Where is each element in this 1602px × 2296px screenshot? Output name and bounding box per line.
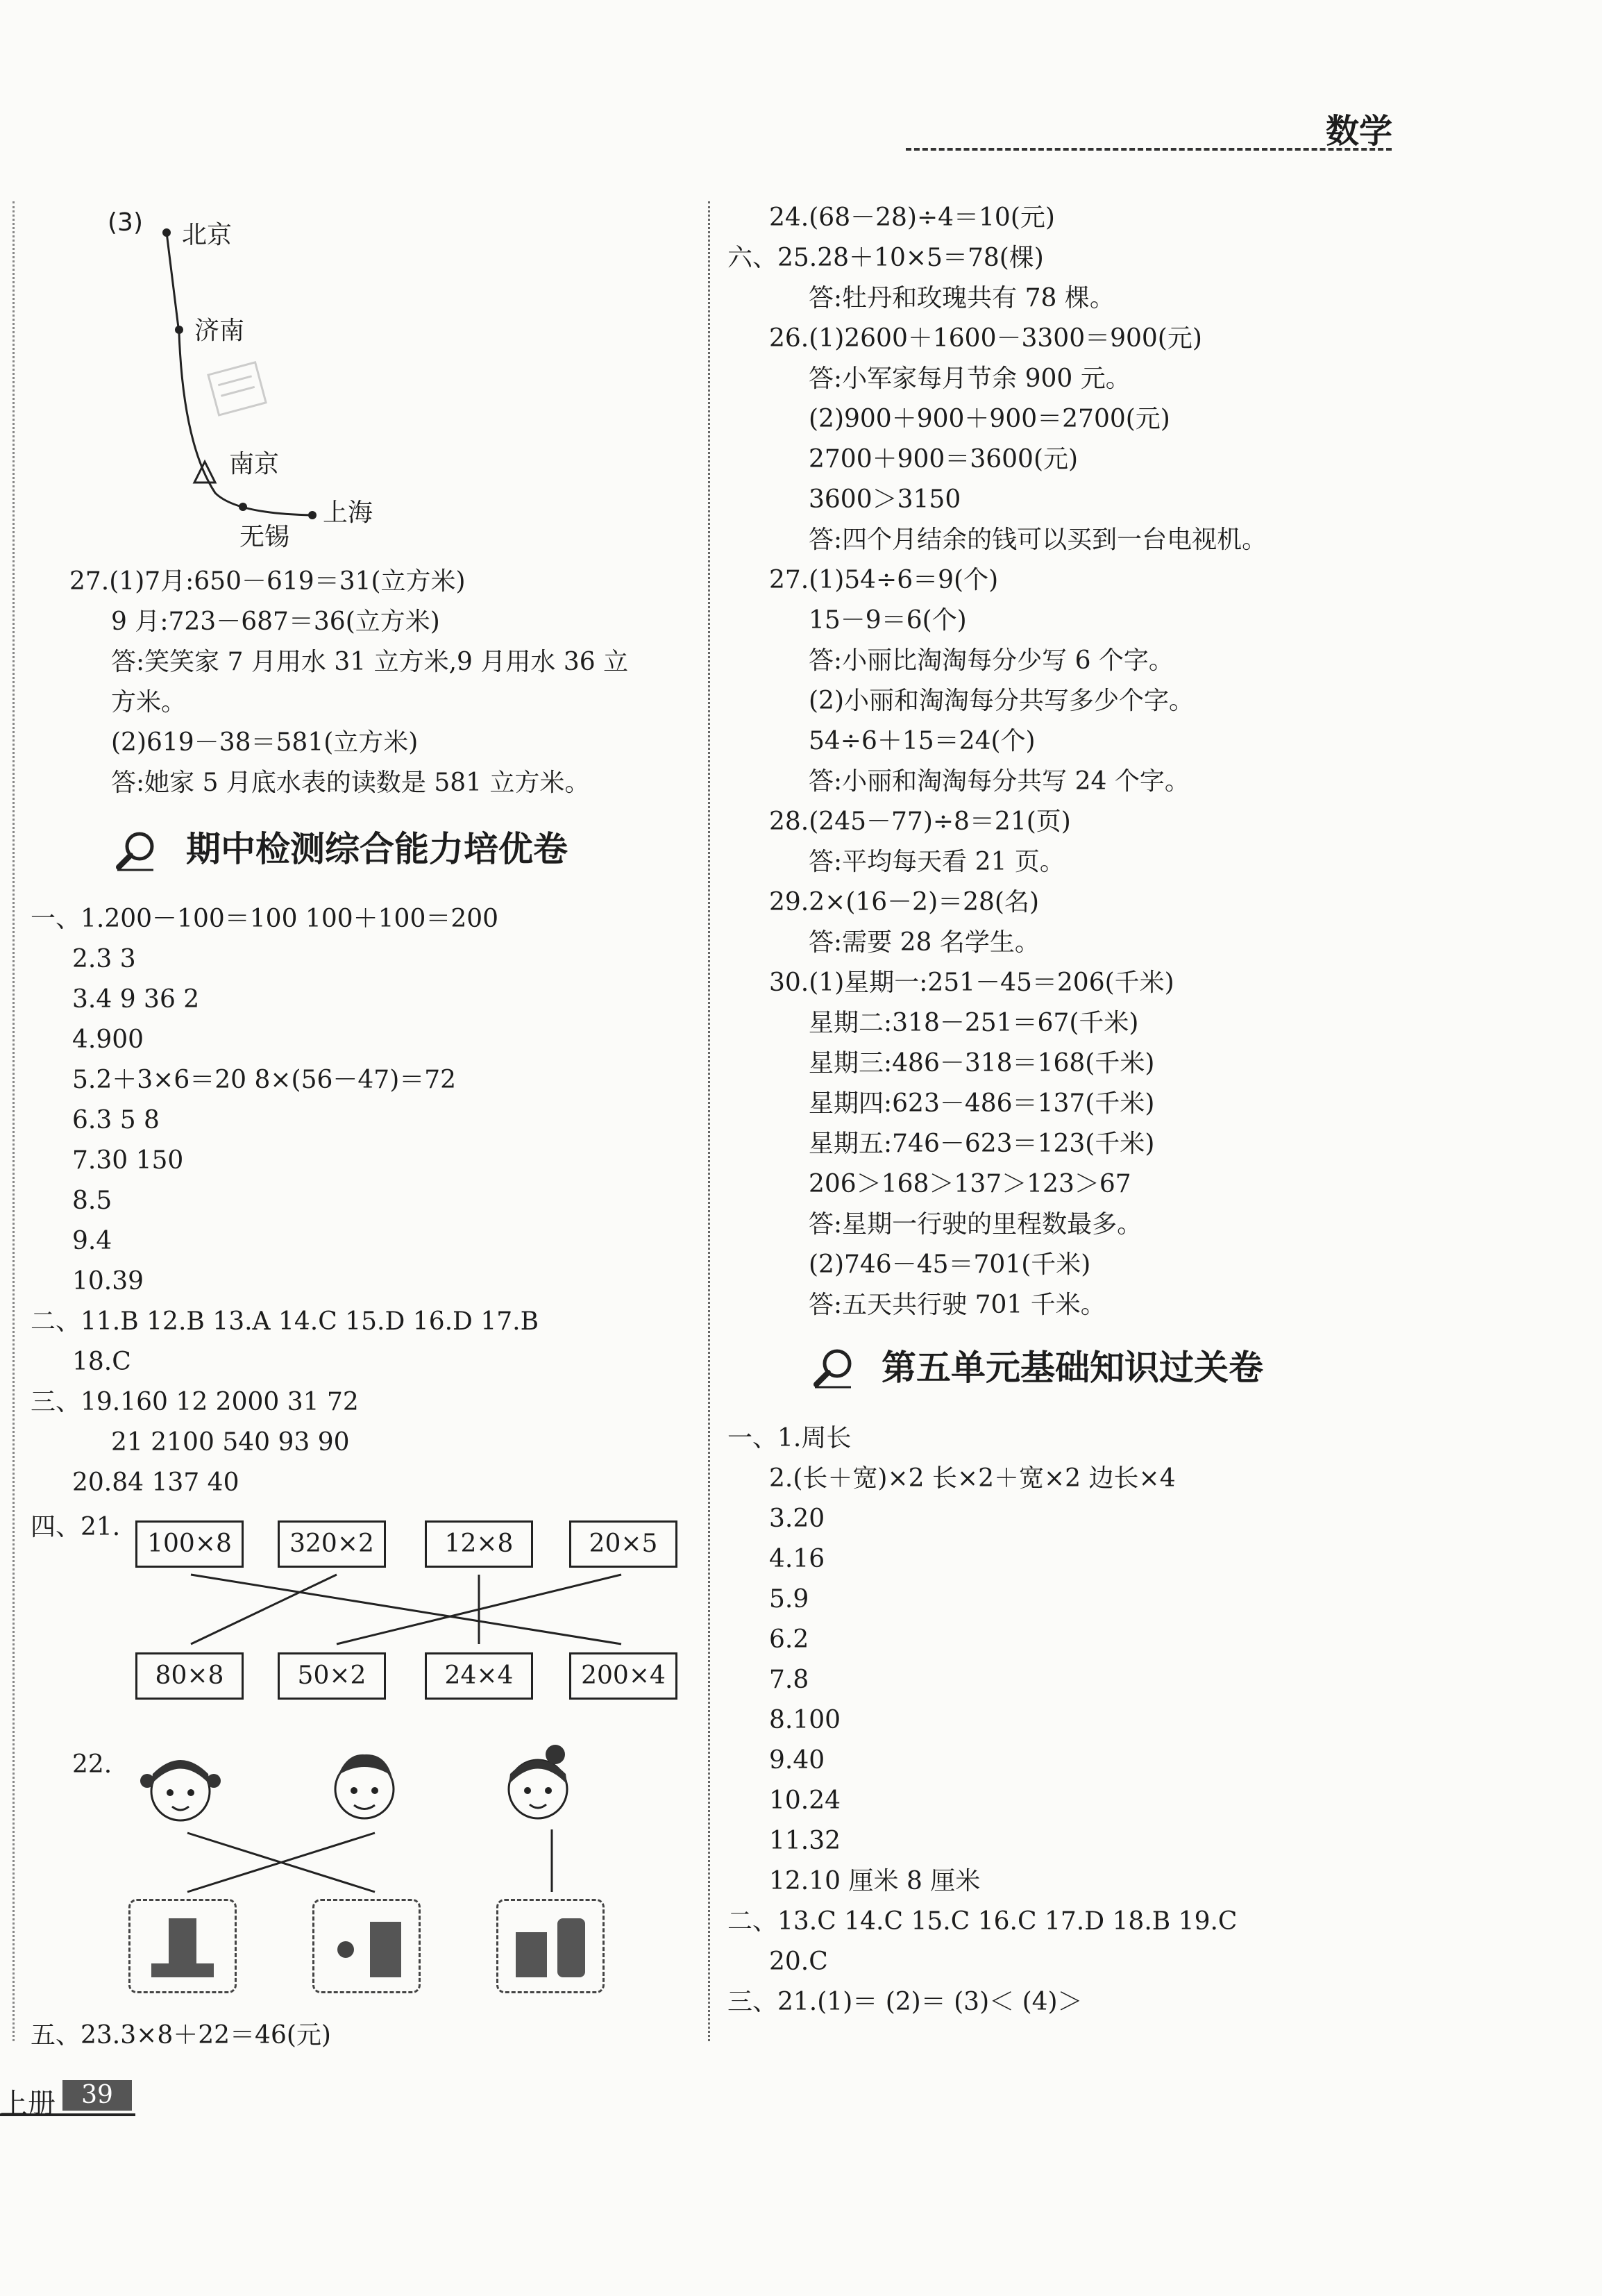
answer-line: 答:小军家每月节余 900 元。: [809, 364, 1131, 393]
answer-line: 六、25.28＋10×5＝78(棵): [727, 244, 1044, 272]
q22-view-box: [312, 1899, 421, 1993]
answer-line: 29.2×(16－2)＝28(名): [769, 888, 1040, 916]
q21-bottom-box: 50×2: [278, 1652, 386, 1700]
answer-line: 4.16: [769, 1545, 825, 1573]
answer-line: 答:小丽比淘淘每分少写 6 个字。: [809, 646, 1174, 675]
answer-line: 二、11.B 12.B 13.A 14.C 15.D 16.D 17.B: [31, 1307, 539, 1336]
q21-match-lines: [135, 1568, 677, 1651]
magnifier-icon: [115, 830, 156, 871]
girl-face-icon: [496, 1739, 580, 1826]
answer-line: 星期三:486－318＝168(千米): [809, 1049, 1155, 1078]
answer-line: 五、23.3×8＋22＝46(元): [31, 2021, 331, 2050]
answer-line: 9.4: [72, 1227, 112, 1255]
thermos-top-view-icon: [130, 1901, 235, 1991]
answer-line: 星期二:318－251＝67(千米): [809, 1009, 1139, 1037]
answer-line: 28.(245－77)÷8＝21(页): [769, 807, 1071, 836]
side-view-icon: [314, 1901, 419, 1991]
answer-line: 10.39: [72, 1267, 144, 1296]
map-part-label: (3): [108, 208, 143, 237]
answer-line: 3.20: [769, 1505, 825, 1533]
city-beijing: 北京: [182, 221, 233, 249]
header-rule: [906, 148, 1392, 151]
city-shanghai: 上海: [323, 498, 373, 527]
q21-bottom-box: 24×4: [425, 1652, 533, 1700]
boy-face-icon: [323, 1746, 406, 1826]
answer-line: 7.30 150: [72, 1146, 184, 1175]
answer-line: 4.900: [72, 1025, 144, 1054]
answer-line: 10.24: [769, 1786, 841, 1815]
answer-line: 9.40: [769, 1746, 825, 1775]
city-jinan: 济南: [194, 317, 245, 345]
answer-line: 5.2＋3×6＝20 8×(56－47)＝72: [72, 1066, 457, 1094]
answer-line: 答:小丽和淘淘每分共写 24 个字。: [809, 767, 1190, 796]
section-title-unit5: 第五单元基础知识过关卷: [882, 1348, 1263, 1388]
answer-line: 答:四个月结余的钱可以买到一台电视机。: [809, 526, 1267, 554]
city-wuxi: 无锡: [239, 523, 290, 551]
answer-line: 26.(1)2600＋1600－3300＝900(元): [769, 324, 1202, 353]
answer-line: 2700＋900＝3600(元): [809, 445, 1079, 474]
magnifier-icon: [812, 1347, 854, 1389]
answer-line: 星期五:746－623＝123(千米): [809, 1130, 1155, 1158]
q21-top-box: 100×8: [135, 1520, 244, 1568]
answer-line: (2)小丽和淘淘每分共写多少个字。: [809, 687, 1194, 715]
answer-line: 答:平均每天看 21 页。: [809, 848, 1065, 876]
answer-line: 8.5: [72, 1187, 112, 1215]
answer-line: 答:星期一行驶的里程数最多。: [809, 1210, 1143, 1239]
answer-line: 6.2: [769, 1625, 809, 1654]
q22-view-box: [128, 1899, 237, 1993]
answer-line: 答:她家 5 月底水表的读数是 581 立方米。: [111, 769, 590, 797]
page-number: 39: [62, 2080, 132, 2111]
answer-line: (2)746－45＝701(千米): [809, 1250, 1091, 1279]
answer-line: 6.3 5 8: [72, 1106, 160, 1134]
answer-line: 206＞168＞137＞123＞67: [809, 1170, 1131, 1198]
q21-top-box: 20×5: [569, 1520, 677, 1568]
answer-line: 7.8: [769, 1666, 809, 1694]
answer-line: 星期四:623－486＝137(千米): [809, 1089, 1155, 1118]
answer-line: 12.10 厘米 8 厘米: [769, 1867, 981, 1895]
answer-line: 答:五天共行驶 701 千米。: [809, 1291, 1106, 1319]
answer-line: 15－9＝6(个): [809, 606, 967, 635]
answer-line: 答:笑笑家 7 月用水 31 立方米,9 月用水 36 立: [111, 648, 629, 676]
q21-top-box: 12×8: [425, 1520, 533, 1568]
answer-line: 三、21.(1)＝ (2)＝ (3)＜ (4)＞: [727, 1988, 1083, 2016]
girl-face-icon: [139, 1750, 222, 1826]
answer-line: 3.4 9 36 2: [72, 985, 200, 1014]
q21-bottom-box: 80×8: [135, 1652, 244, 1700]
answer-line: (2)619－38＝581(立方米): [111, 728, 419, 757]
header-subject: 数学: [1325, 112, 1392, 151]
q21-top-box: 320×2: [278, 1520, 386, 1568]
answer-line: 27.(1)54÷6＝9(个): [769, 566, 999, 594]
answer-line: 3600＞3150: [809, 485, 961, 514]
answer-line: 5.9: [769, 1585, 809, 1614]
answer-line: 27.(1)7月:650－619＝31(立方米): [69, 567, 466, 596]
left-margin-rule: [12, 201, 15, 2041]
front-view-icon: [498, 1901, 602, 1991]
answer-line: 18.C: [72, 1348, 131, 1376]
answer-line: 一、1.周长: [727, 1424, 852, 1452]
answer-line: 11.32: [769, 1827, 841, 1855]
q21-bottom-box: 200×4: [569, 1652, 677, 1700]
answer-line: 20.C: [769, 1947, 828, 1976]
answer-line: 21 2100 540 93 90: [111, 1428, 350, 1457]
answer-line: 30.(1)星期一:251－45＝206(千米): [769, 969, 1174, 997]
footer-volume-label: 上册: [0, 2088, 56, 2120]
answer-line: 9 月:723－687＝36(立方米): [111, 607, 440, 636]
answer-line: 24.(68－28)÷4＝10(元): [769, 203, 1055, 232]
q22-view-box: [496, 1899, 605, 1993]
q22-match-lines: [167, 1826, 597, 1895]
q22-label: 22.: [72, 1750, 112, 1779]
answer-line: 2.(长＋宽)×2 长×2＋宽×2 边长×4: [769, 1464, 1176, 1493]
city-nanjing: 南京: [229, 450, 280, 478]
answer-line: 一、1.200－100＝100 100＋100＝200: [31, 905, 499, 933]
answer-line: 二、13.C 14.C 15.C 16.C 17.D 18.B 19.C: [727, 1907, 1238, 1936]
column-divider: [708, 201, 710, 2041]
answer-line: 答:需要 28 名学生。: [809, 928, 1040, 957]
q21-label: 四、21.: [31, 1513, 121, 1541]
answer-line: 20.84 137 40: [72, 1468, 239, 1497]
answer-line: (2)900＋900＋900＝2700(元): [809, 405, 1170, 433]
answer-line: 54÷6＋15＝24(个): [809, 727, 1036, 755]
answer-line: 方米。: [111, 688, 187, 717]
answer-line: 8.100: [769, 1706, 841, 1734]
footer-rule: [0, 2113, 135, 2116]
answer-line: 答:牡丹和玫瑰共有 78 棵。: [809, 284, 1115, 312]
answer-line: 三、19.160 12 2000 31 72: [31, 1388, 359, 1416]
section-title-midterm: 期中检测综合能力培优卷: [186, 829, 568, 869]
answer-line: 2.3 3: [72, 945, 136, 973]
